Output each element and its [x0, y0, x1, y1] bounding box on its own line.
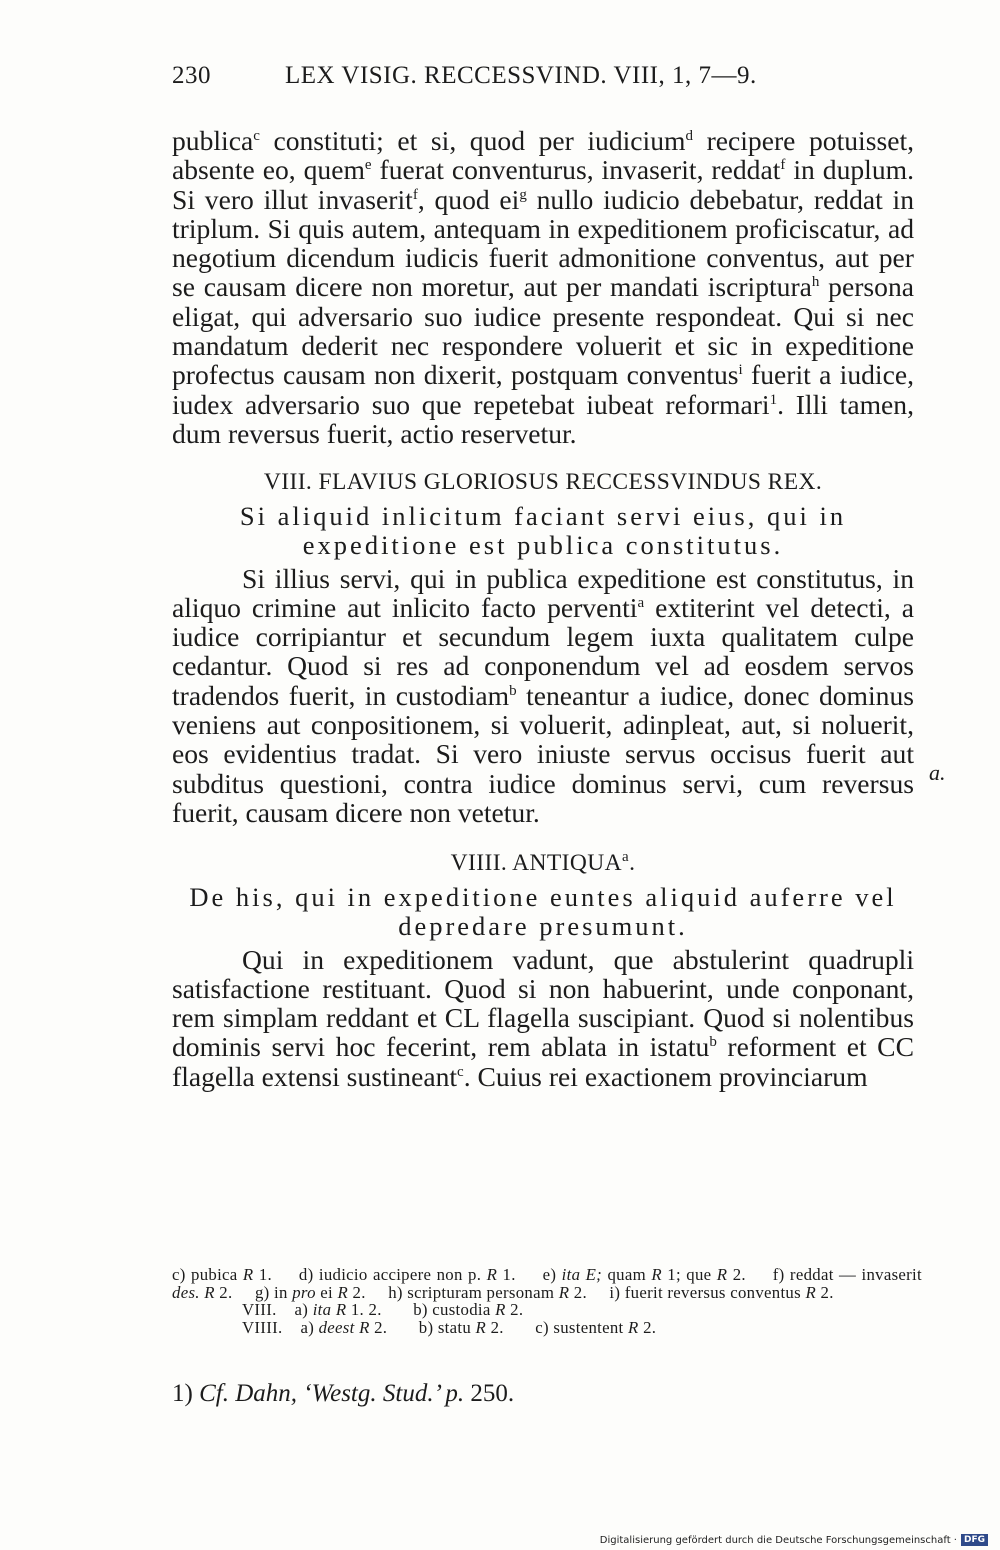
apparatus-line-viiii: VIIII. a) deest R 2. b) statu R 2. c) sustentent R 2. — [242, 1317, 657, 1337]
section-text-viii: Si illius servi, qui in publica expeditione est constitutus, in aliquo crimine aut inlicito facto perventi$^a$ extiterint vel detecti, a iudice corripiantur et secundum legem iuxta qualitatem culpe cedantur. Quod si res ad conponendum vel ad eosdem servos tradendos fuerit, in custodiam$^b$ teneantur a iudice, donec dominus veniens aut conpositionem, si voluerit, adinpleat, aut, si noluerit, eos evidentius tradat. Si vero iniuste servus occisus fuerit aut subditus questioni, contra iudice dominus servi, cum reversus fuerit, causam dicere non vetetur. — [172, 562, 915, 828]
page-number: 230 — [172, 62, 211, 89]
apparatus-line-viii: VIII. a) ita R 1. 2. b) custodia R 2. — [242, 1300, 524, 1319]
section-heading-viii: VIII. FLAVIUS GLORIOSUS RECCESSVINDUS REX. — [263, 469, 823, 496]
footnote — [172, 1380, 514, 1408]
section-text-viiii: Qui in expeditionem vadunt, que abstulerint quadrupli satisfactione restituant. Quod si non habuerint, unde conponant, rem simplam reddant et CL flagella suscipiant. Quod si nolentibus dominis servi hoc fecerint, rem ablata in istatu$^b$ reforment et CC flagella extensi sustineant$^c$. Cuius rei exactionem provinciarum — [172, 943, 914, 1092]
running-title: LEX VISIG. RECCESSVIND. VIII, 1, 7—9. — [285, 62, 757, 89]
digitization-credit — [600, 1534, 988, 1546]
dfg-logo-icon: DFG — [961, 1534, 988, 1546]
section-rubric-viii: Si aliquid inlicitum faciant servi eius, qui in expeditione est publica constitutus. — [239, 500, 847, 561]
footnote-marker: 1) — [172, 1380, 193, 1407]
continuation-paragraph: publica$^c$ constituti; et si, quod per iudicium$^d$ recipere potuisset, absente eo, quem$^e$ fuerat conventurus, invaserit, reddat$^f$ in duplum. Si vero illut invaserit$^f$, quod $ei^g$ nullo iudicio debebatur, reddat in triplum. Si quis autem, antequam in expeditionem proficiscatur, ad negotium dicendum iudicis fuerit admonitione conventus, aut per se causam dicere non moretur, aut per mandati iscriptura$^h$ persona eligat, qui adversario suo iudice presente respondeat. Qui si nec mandatum dederit nec respondere voluerit et sic in expeditione profectus causam non dixerit, postquam conventus$^i$ fuerit a iudice, iudex adversario suo que repetebat iubeat reformari$^1$. Illi tamen, dum reversus fuerit, actio reservetur. — [172, 125, 915, 449]
section-heading-viiii: VIIII. ANTIQUA$^a$. — [450, 849, 636, 877]
footnote-text: Cf. Dahn, ‘Westg. Stud.’ p. 250. — [199, 1380, 515, 1407]
digitization-label: Digitalisierung gefördert durch die Deutsche Forschungsgemeinschaft · — [599, 1534, 957, 1546]
critical-apparatus — [172, 1266, 922, 1336]
heading-label: VIIII. ANTIQUA — [450, 850, 623, 877]
apparatus-line: c) pubica R 1. d) iudicio accipere non p. R 1. e) ita E; quam R 1; que R 2. f) reddat — invaserit des. R 2. g) in pro ei R 2. h) scripturam personam R 2. i) fuerit reversus conventus R 2. — [172, 1265, 922, 1302]
heading-note-marker: a — [622, 849, 630, 866]
section-rubric-viiii: De his, qui in expeditione euntes aliquid auferre vel depredare presumunt. — [189, 881, 897, 942]
main-text — [172, 126, 914, 1091]
margin-note: a. — [929, 760, 946, 785]
